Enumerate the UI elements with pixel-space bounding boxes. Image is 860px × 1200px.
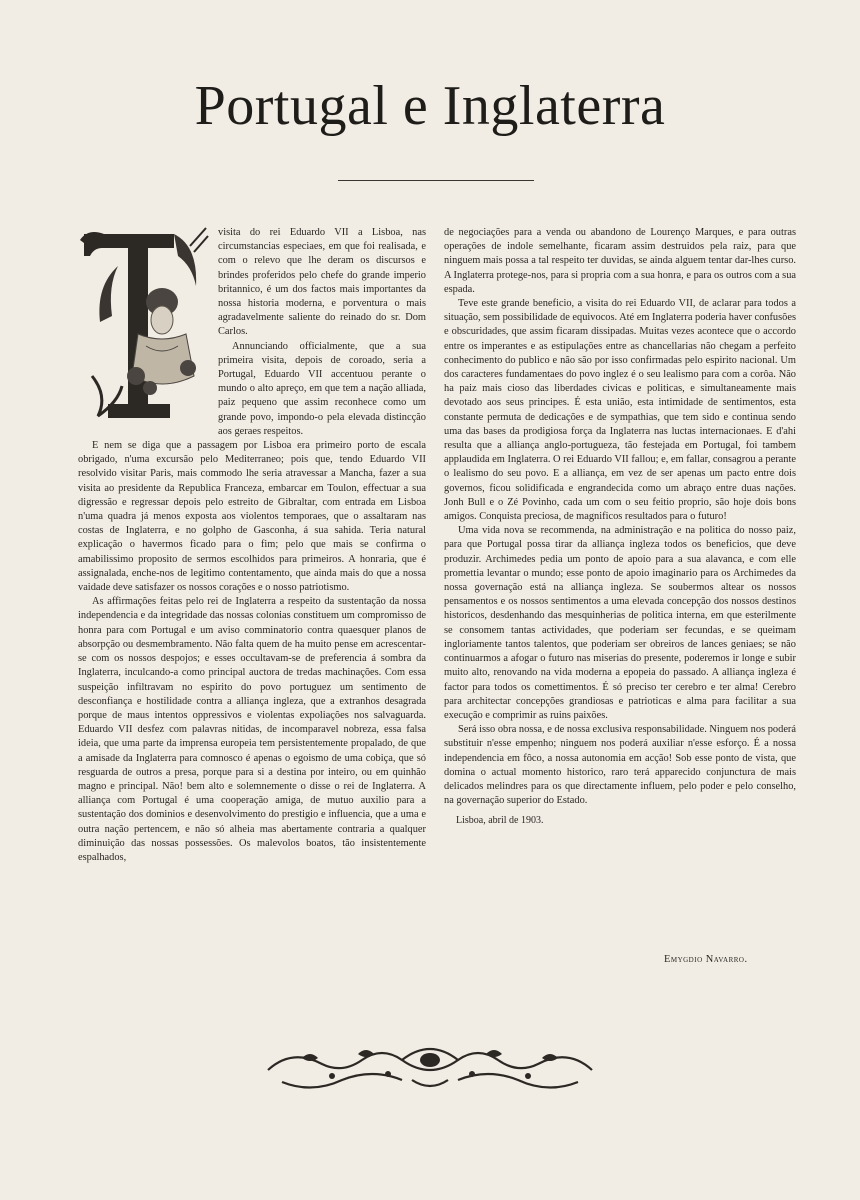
right-column xyxy=(444,226,796,829)
left-column xyxy=(78,226,426,865)
paragraph-1: visita do rei Eduardo VII a Lisboa, nas circumstancias especiaes, em que foi realisada, e com o relevo que lhe deram os discursos e brindes proferidos pelo chefe do grande imperio britannico, é um dos factos mais importantes da nossa historia moderna, e porventura o mais agradavelmente saliente do reinado do sr. Dom Carlos. xyxy=(218,227,426,338)
paragraph-6: Teve este grande beneficio, a visita do rei Eduardo VII, de aclarar para todos a situação, sem possibilidade de equivocos. Até em Inglaterra poderia haver confusões e obscuridades, que assim ficaram dissipadas. Muitas vezes acontece que o accordo entre os imperantes e as estipulações entre as chancellarias não chegam a perfeito conhecimento do publico e não são por isso confirmadas pelo espirito nacional. Um dos caracteres fundamentaes do povo inglez é o seu lealismo para com a corôa. Não ha paiz mais cioso das liberdades civicas e politicas, e simultaneamente mais devotado aos seus principes. É esta união, esta intimidade de sentimentos, esta constante permuta de dedicações e de sympathias, que tem sido e continua sendo uma das bases da prodigiosa força da Inglaterra nas luctas internacionaes. E d'ahi resulta que a alliança anglo-portugueza, tão festejada em Portugal, foi tambem applaudida em Inglaterra. O rei Eduardo VII fallou; e, em fallar, consagrou a perante o lealismo do seu povo. E a alliança, em vez de ser apenas um pacto entre dois governos, ficou solidificada e engrandecida como um abraço entre duas nações. Jonh Bull e o Zé Povinho, cada um com o seu feitio proprio, são hoje dois bons amigos. Conquista preciosa, de magnificos resultados para o futuro! xyxy=(444,298,797,523)
page-title: Portugal e Inglaterra xyxy=(194,75,666,137)
place-date xyxy=(444,814,796,828)
paragraph-5: de negociações para a venda ou abandono de Lourenço Marques, e para outras operações de indole semelhante, ficaram assim destruidos pela raiz, para que ninguem mais possa a tal respeito ter duvidas, se ainda alguem tentar dar-lhes curso. A Inglaterra protege-nos, para si propria com a sua honra, e para os outros com a sua espada. xyxy=(444,227,797,295)
paragraph-7: Uma vida nova se recommenda, na administração e na politica do nosso paiz, para que Portugal possa tirar da alliança ingleza todos os beneficios, que deve produzir. Archimedes pedia um ponto de apoio para a sua alavanca, e com elle promettia levantar o mundo; esse ponto de apoio imaginario para os Archimedes da nossa governação está na alliança ingleza. Se soubermos altear os nossos pensamentos e os nossos sentimentos a uma elevada concepção dos nossos destinos historicos, desdenhando das mesquinherias de politica interna, em que esterilmente se consomem tantas actividades, que poderiam ser fecundas, e se queimam ingloriamente tantos talentos, que poderiam ser obreiros de lances geniaes; se não continuarmos a afogar o futuro nas miserias do presente, poderemos ir longe e subir muito alto, renovando na vida moderna a epopeia do passado. A alliança ingleza é factor para todos os comettimentos. É só preciso ter cerebro e ter alma! Cerebro para architectar concepções grandiosas e patrioticas e alma para facilitar a sua execução e comprimir as ruins paixões. xyxy=(444,525,796,721)
paragraph-2: Annunciando officialmente, que a sua primeira visita, depois de coroado, seria a Portugal, Eduardo VII accentuou perante o mundo o alto apreço, em que tem a nação alliada, paiz pequeno que assim reconhece como um grande povo, impondo-o pela elevada distincção aos geraes respeitos. xyxy=(218,340,426,437)
paragraph-8: Será isso obra nossa, e de nossa exclusiva responsabilidade. Ninguem nos poderá substituir n'esse empenho; ninguem nos poderá auxiliar n'esse esforço. É a nossa independencia em fôco, a nossa autonomia em acção! Sob esse ponto de vista, que domina o actual momento historico, raro terá apparecido conjunctura de mais delicados melindres para os que directamente influem, pelo poder e pelo conselho, na governação superior do Estado. xyxy=(444,724,796,807)
paragraph-3: E nem se diga que a passagem por Lisboa era primeiro porto de escala obrigado, n'uma excursão pelo Mediterraneo; pois que, tendo Eduardo VII resolvido visitar Paris, mais commodo lhe seria atravessar a Mancha, fazer a sua visita ao presidente da Republica Franceza, embarcar em Toulon, effectuar a sua digressão e regressar depois pelo estreito de Gibraltar, com entrada em Lisboa n'uma quadra já menos exposta aos violentos temporaes, que o assaltaram nas costas de Inglaterra, e no golpho de Gasconha, á sua sahida. Teria natural explicação o havermos ficado para o fim; pelo que mais se confirma o amabilissimo proposito de sermos escolhidos para primeiros. A honraria, que é assignalada, enche-nos de legitimo contentamento, que ainda mais do que a nossa vaidade deve satisfazer os nossos corações e o nosso patriotismo. xyxy=(78,440,426,594)
title-divider xyxy=(338,180,534,181)
author-signature: Emygdio Navarro. xyxy=(664,954,748,965)
place-date-text: Lisboa, abril de 1903. xyxy=(456,815,544,827)
decorative-ornament-icon xyxy=(262,1030,598,1100)
illustrated-initial-a xyxy=(78,226,210,424)
paragraph-4: As affirmações feitas pelo rei de Inglaterra a respeito da sustentação da nossa independencia e da integridade das nossas colonias constituem um compromisso de honra para com Portugal e um aviso comminatorio contra quaesquer planos de absorpção ou desmembramento. Não falta quem de ha muito pense em acrescentar-se com os nossos despojos; e esses occultavam-se de preferencia á sombra da Inglaterra, inculcando-a como principal auctora de tredas machinações. Com essa suspeição infiltravam no espirito do povo portuguez um sentimento de desconfiança e hostilidade contra a alliança ingleza, que a extranhos desagrada porque de maus intentos oppressivos e violentas expoliações nos salvaguarda. Eduardo VII desfez com palavras nitidas, de incomparavel nobreza, essa falsa ideia, que uma parte da imprensa europeia tem persistentemente propalado, de que a amisade da Inglaterra para comnosco é apenas o egoismo de uma cobiça, que só resguarda de outros a presa, porque para si a destina por inteiro, ou em quinhão magno e principal. Não! bem alto e solemnemente o disse o rei de Inglaterra. A alliança com Portugal é uma cooperação amiga, de mutuo auxilio para a sustentação dos dominios e desenvolvimento do prestigio e influencia, que a uma e outra nação pertencem, e não só alheia mas abertamente contraria a qualquer diminuição das nossas possessões. Os malevolos boatos, tão insistentemente espalhados, xyxy=(78,596,426,863)
